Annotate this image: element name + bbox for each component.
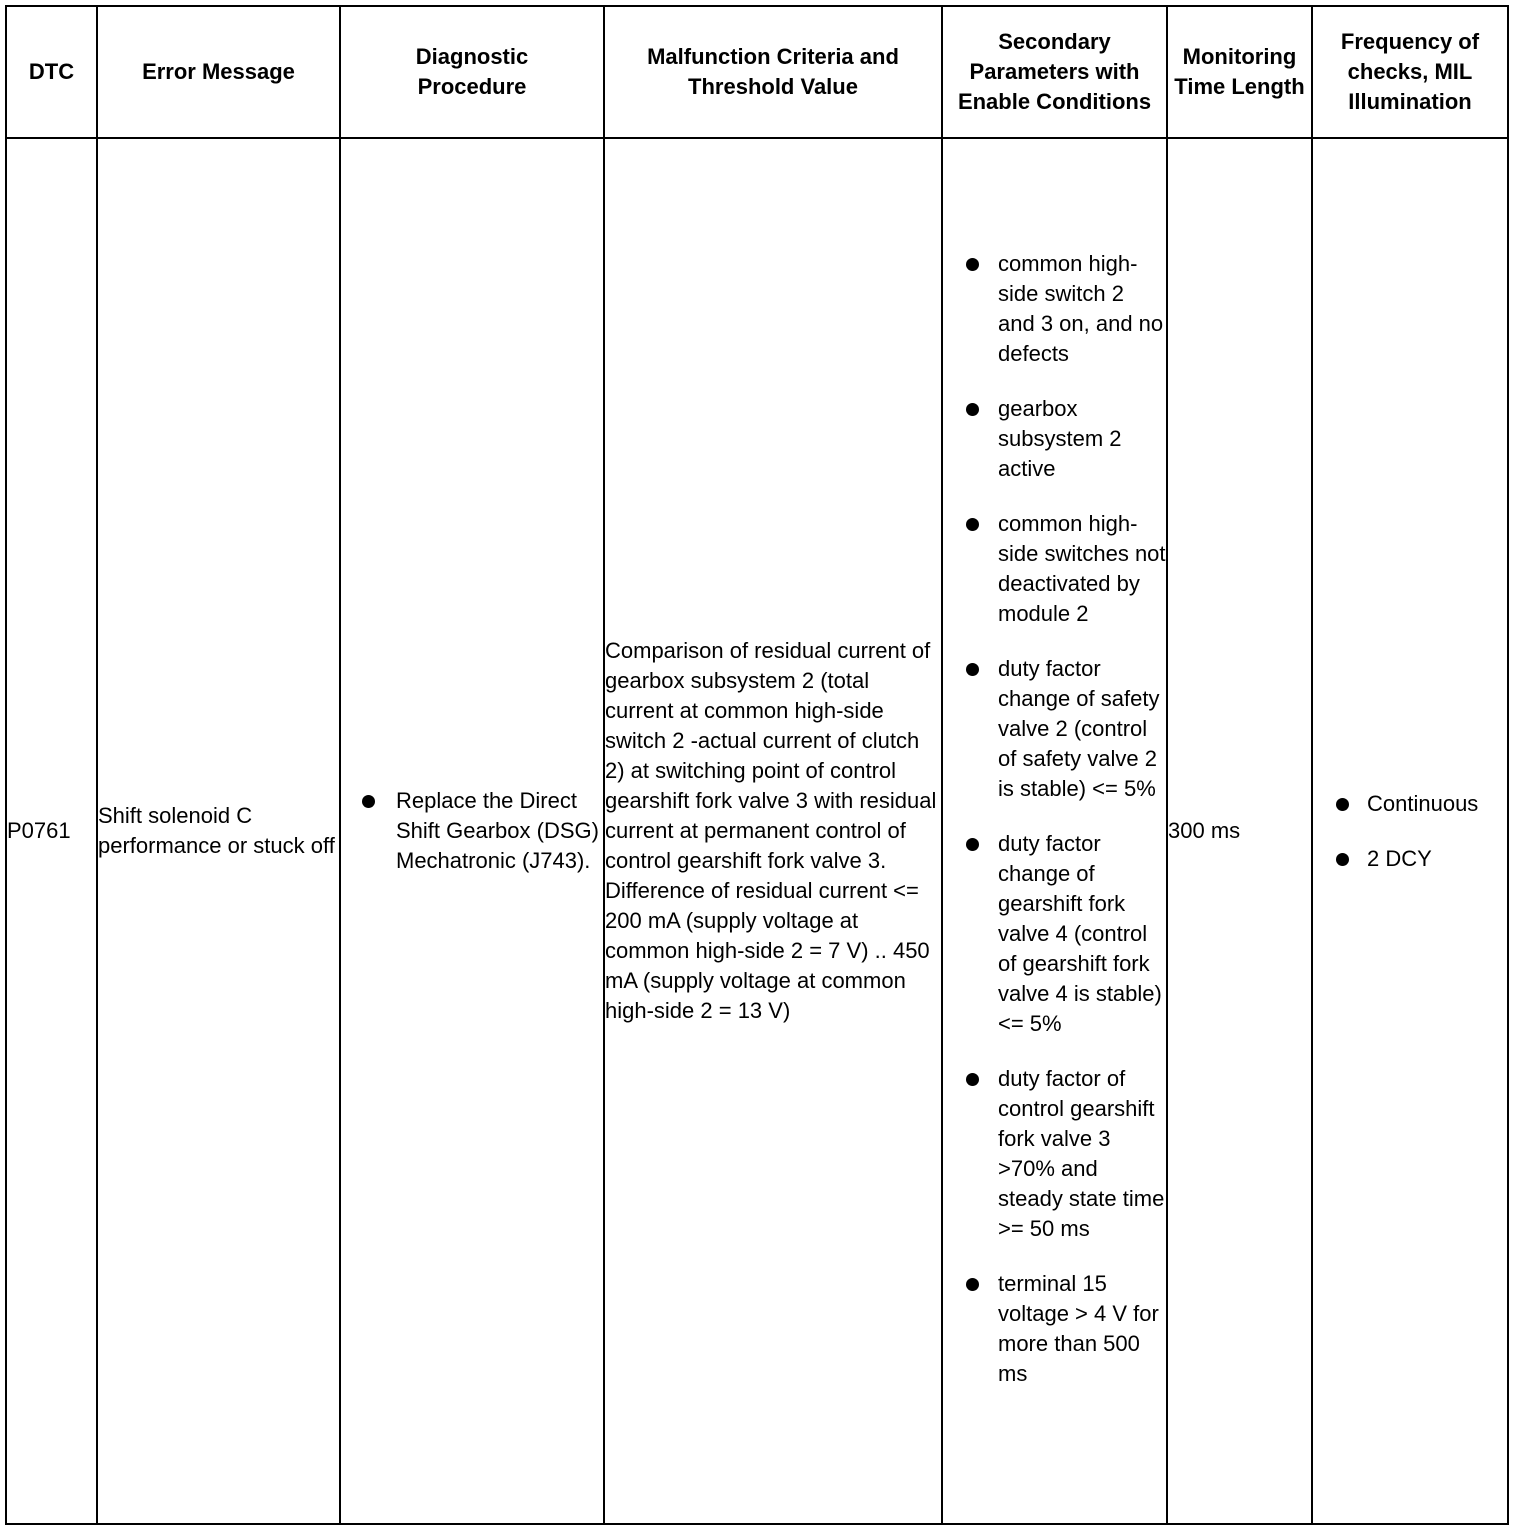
secondary-parameter-item bbox=[998, 829, 1166, 1039]
secondary-parameters-list bbox=[943, 249, 1166, 1389]
secondary-parameter-text: duty factor change of gearshift fork valve 4 (control of gearshift fork valve 4 is stable) <= 5% bbox=[998, 830, 1162, 1036]
header-row bbox=[6, 6, 1508, 138]
bullet-icon bbox=[1336, 798, 1349, 811]
bullet-icon bbox=[1336, 853, 1349, 866]
secondary-parameter-text: gearbox subsystem 2 active bbox=[998, 395, 1122, 481]
procedure-item bbox=[396, 786, 603, 876]
dtc-table bbox=[5, 5, 1509, 1525]
bullet-icon bbox=[362, 795, 375, 808]
cell-frequency bbox=[1312, 138, 1508, 1524]
header-malfunction-criteria: Malfunction Criteria and Threshold Value bbox=[604, 6, 942, 138]
secondary-parameter-text: duty factor of control gearshift fork valve 3 >70% and steady state time >= 50 ms bbox=[998, 1065, 1165, 1241]
cell-dtc-code: P0761 bbox=[6, 138, 97, 1524]
table-row bbox=[6, 138, 1508, 1524]
frequency-item-text: Continuous bbox=[1367, 790, 1479, 816]
bullet-icon bbox=[966, 258, 979, 271]
frequency-list bbox=[1313, 789, 1507, 874]
cell-secondary-parameters bbox=[942, 138, 1167, 1524]
procedure-list bbox=[341, 786, 603, 876]
secondary-parameter-text: terminal 15 voltage > 4 V for more than 500 ms bbox=[998, 1270, 1159, 1386]
secondary-parameter-text: common high-side switch 2 and 3 on, and no defects bbox=[998, 250, 1164, 366]
cell-monitoring-time: 300 ms bbox=[1167, 138, 1312, 1524]
secondary-parameter-text: common high-side switches not deactivated by module 2 bbox=[998, 510, 1166, 626]
secondary-parameter-text: duty factor change of safety valve 2 (control of safety valve 2 is stable) <= 5% bbox=[998, 655, 1160, 801]
header-diagnostic-procedure: Diagnostic Procedure bbox=[340, 6, 604, 138]
bullet-icon bbox=[966, 1073, 979, 1086]
header-monitoring-time: Monitoring Time Length bbox=[1167, 6, 1312, 138]
secondary-parameter-item bbox=[998, 249, 1166, 369]
secondary-parameter-item bbox=[998, 654, 1166, 804]
frequency-item bbox=[1367, 844, 1507, 874]
frequency-item bbox=[1367, 789, 1507, 819]
bullet-icon bbox=[966, 838, 979, 851]
secondary-parameter-item bbox=[998, 1064, 1166, 1244]
header-secondary-parameters: Secondary Parameters with Enable Conditions bbox=[942, 6, 1167, 138]
header-frequency: Frequency of checks, MIL Illumination bbox=[1312, 6, 1508, 138]
bullet-icon bbox=[966, 1278, 979, 1291]
bullet-icon bbox=[966, 663, 979, 676]
header-error-message: Error Message bbox=[97, 6, 340, 138]
secondary-parameter-item bbox=[998, 509, 1166, 629]
cell-diagnostic-procedure bbox=[340, 138, 604, 1524]
bullet-icon bbox=[966, 403, 979, 416]
bullet-icon bbox=[966, 518, 979, 531]
header-dtc: DTC bbox=[6, 6, 97, 138]
secondary-parameter-item bbox=[998, 394, 1166, 484]
secondary-parameter-item bbox=[998, 1269, 1166, 1389]
procedure-item-text: Replace the Direct Shift Gearbox (DSG) Mechatronic (J743). bbox=[396, 788, 599, 873]
cell-error-message: Shift solenoid C performance or stuck off bbox=[97, 138, 340, 1524]
frequency-item-text: 2 DCY bbox=[1367, 845, 1432, 871]
cell-malfunction-criteria: Comparison of residual current of gearbox subsystem 2 (total current at common high-side switch 2 -actual current of clutch 2) at switching point of control gearshift fork valve 3 with residual current at permanent control of control gearshift fork valve 3. Difference of residual current <= 200 mA (supply voltage at common high-side 2 = 7 V) .. 450 mA (supply voltage at common high-side 2 = 13 V) bbox=[604, 138, 942, 1524]
